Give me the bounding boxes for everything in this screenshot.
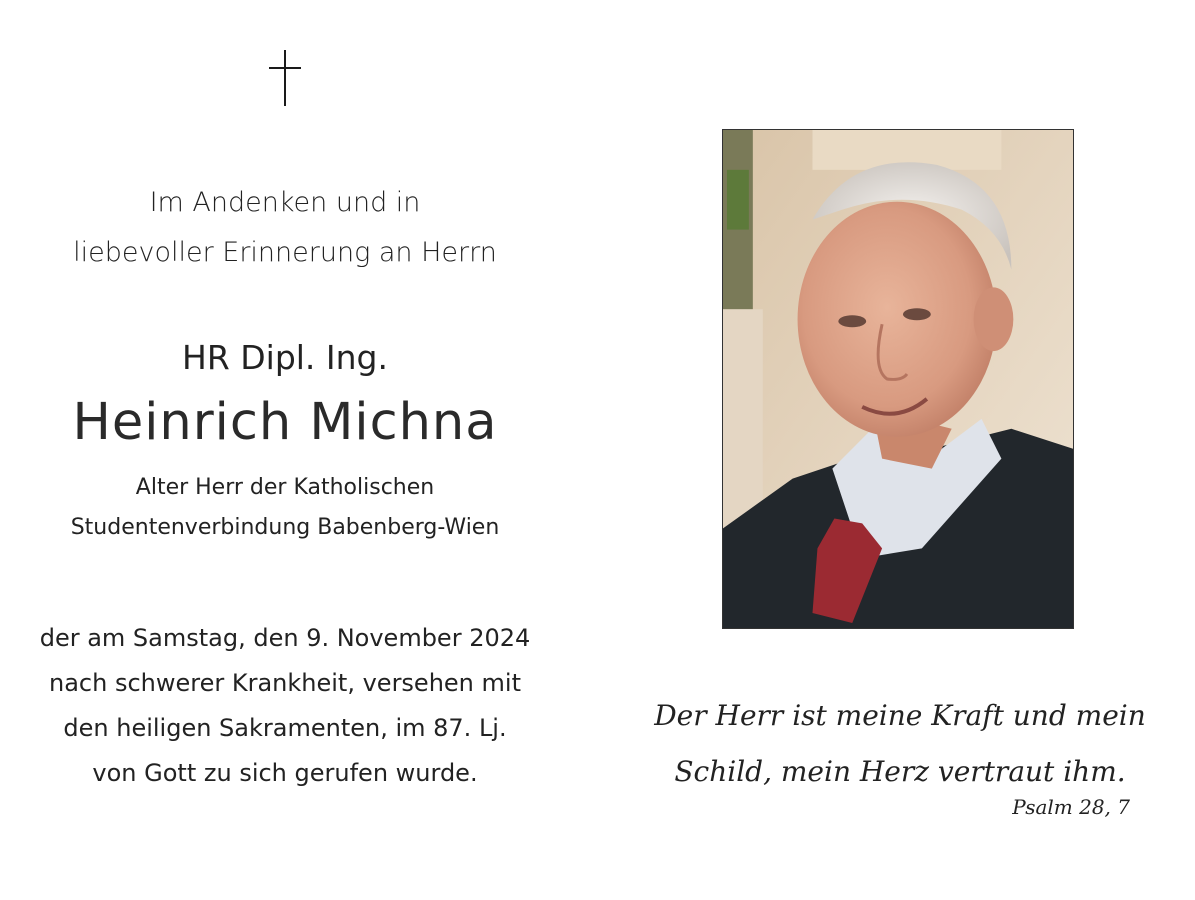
details-line-3: den heiligen Sakramenten, im 87. Lj. (63, 714, 507, 742)
intro-line-1: Im Andenken und in (149, 187, 421, 218)
cross-icon (265, 50, 305, 106)
affiliation-line-2: Studentenverbindung Babenberg-Wien (70, 515, 500, 540)
quote-line-1: Der Herr ist meine Kraft und mein (654, 699, 1146, 732)
intro-line-2: liebevoller Erinnerung an Herrn (73, 237, 497, 268)
affiliation (0, 468, 570, 548)
details-line-1: der am Samstag, den 9. November 2024 (39, 624, 531, 652)
bible-quote (600, 688, 1195, 800)
details-line-2: nach schwerer Krankheit, versehen mit (49, 669, 521, 697)
details-line-4: von Gott zu sich gerufen wurde. (92, 759, 478, 787)
portrait-photo (722, 129, 1074, 629)
death-details (0, 616, 570, 796)
intro-text (0, 178, 570, 278)
deceased-title: HR Dipl. Ing. (182, 338, 388, 377)
quote-line-2: Schild, mein Herz vertraut ihm. (674, 755, 1126, 788)
quote-citation: Psalm 28, 7 (1012, 795, 1130, 819)
deceased-name: Heinrich Michna (72, 393, 498, 452)
affiliation-line-1: Alter Herr der Katholischen (135, 475, 435, 500)
